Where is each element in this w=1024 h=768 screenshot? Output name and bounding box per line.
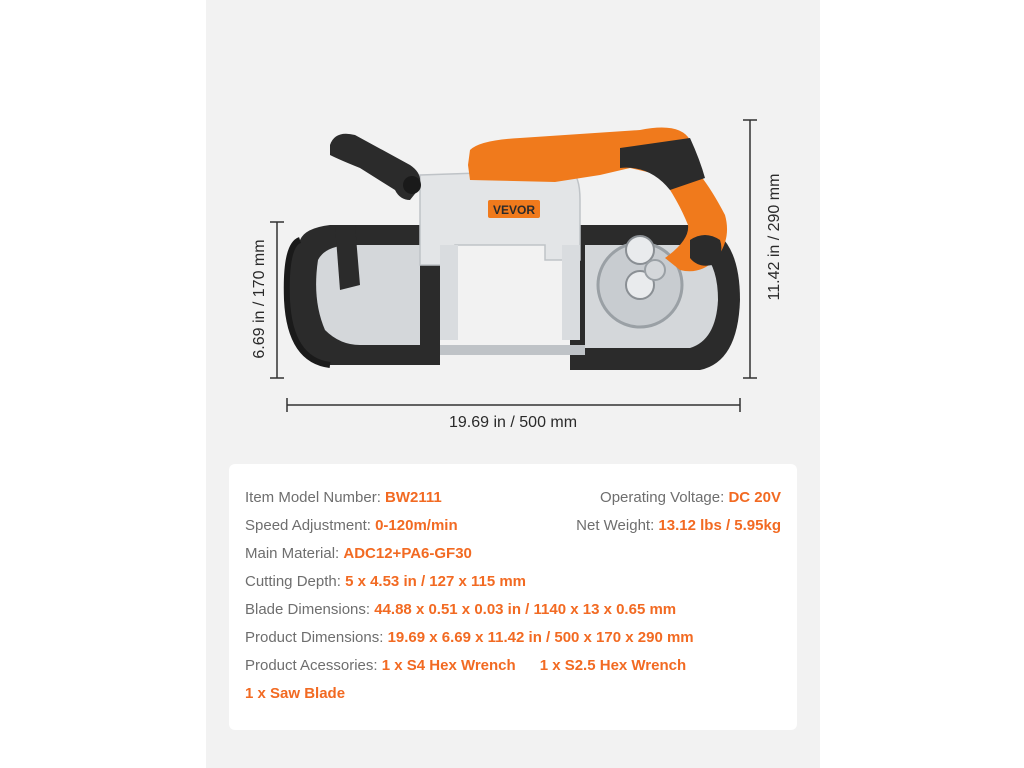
length-label: 19.69 in / 500 mm <box>449 414 578 431</box>
blade-value: 44.88 x 0.51 x 0.03 in / 1140 x 13 x 0.65 mm <box>374 601 677 618</box>
brand-logo: VEVOR <box>492 203 536 217</box>
accessory-2: 1 x S2.5 Hex Wrench <box>539 657 687 674</box>
left-wheel-housing <box>287 225 440 365</box>
spec-row-blade <box>245 599 781 621</box>
product-dim-value: 19.69 x 6.69 x 11.42 in / 500 x 170 x 290 mm <box>387 629 694 646</box>
material-label: Main Material: <box>245 545 344 562</box>
spec-row-product-dimensions <box>245 627 781 649</box>
weight-label: Net Weight: <box>576 517 659 534</box>
spec-row-accessories-cont <box>245 683 781 705</box>
spec-row-cutting <box>245 571 781 593</box>
accessory-1: 1 x S4 Hex Wrench <box>381 657 516 674</box>
height-total-label: 11.42 in / 290 mm <box>766 173 783 301</box>
spec-row-speed <box>245 515 781 537</box>
voltage-value: DC 20V <box>728 489 781 506</box>
item-model-value: BW2111 <box>385 489 442 506</box>
motor-body <box>420 170 580 340</box>
speed-label: Speed Adjustment: <box>245 517 376 534</box>
spec-row-model <box>245 487 781 509</box>
height-side-label: 6.69 in / 170 mm <box>251 239 268 359</box>
spec-row-material <box>245 543 781 565</box>
accessories-label: Product Acessories: <box>245 657 382 674</box>
product-dim-label: Product Dimensions: <box>245 629 388 646</box>
voltage-label: Operating Voltage: <box>600 489 729 506</box>
saw-blade <box>440 345 585 355</box>
blade-label: Blade Dimensions: <box>245 601 375 618</box>
spec-row-accessories <box>245 655 781 677</box>
accessory-3: 1 x Saw Blade <box>245 685 346 702</box>
speed-value: 0-120m/min <box>375 517 458 534</box>
specs-card <box>229 464 797 730</box>
item-model-label: Item Model Number: <box>245 489 386 506</box>
cutting-value: 5 x 4.53 in / 127 x 115 mm <box>345 573 527 590</box>
material-value: ADC12+PA6-GF30 <box>343 545 472 562</box>
cutting-label: Cutting Depth: <box>245 573 346 590</box>
weight-value: 13.12 lbs / 5.95kg <box>658 517 781 534</box>
